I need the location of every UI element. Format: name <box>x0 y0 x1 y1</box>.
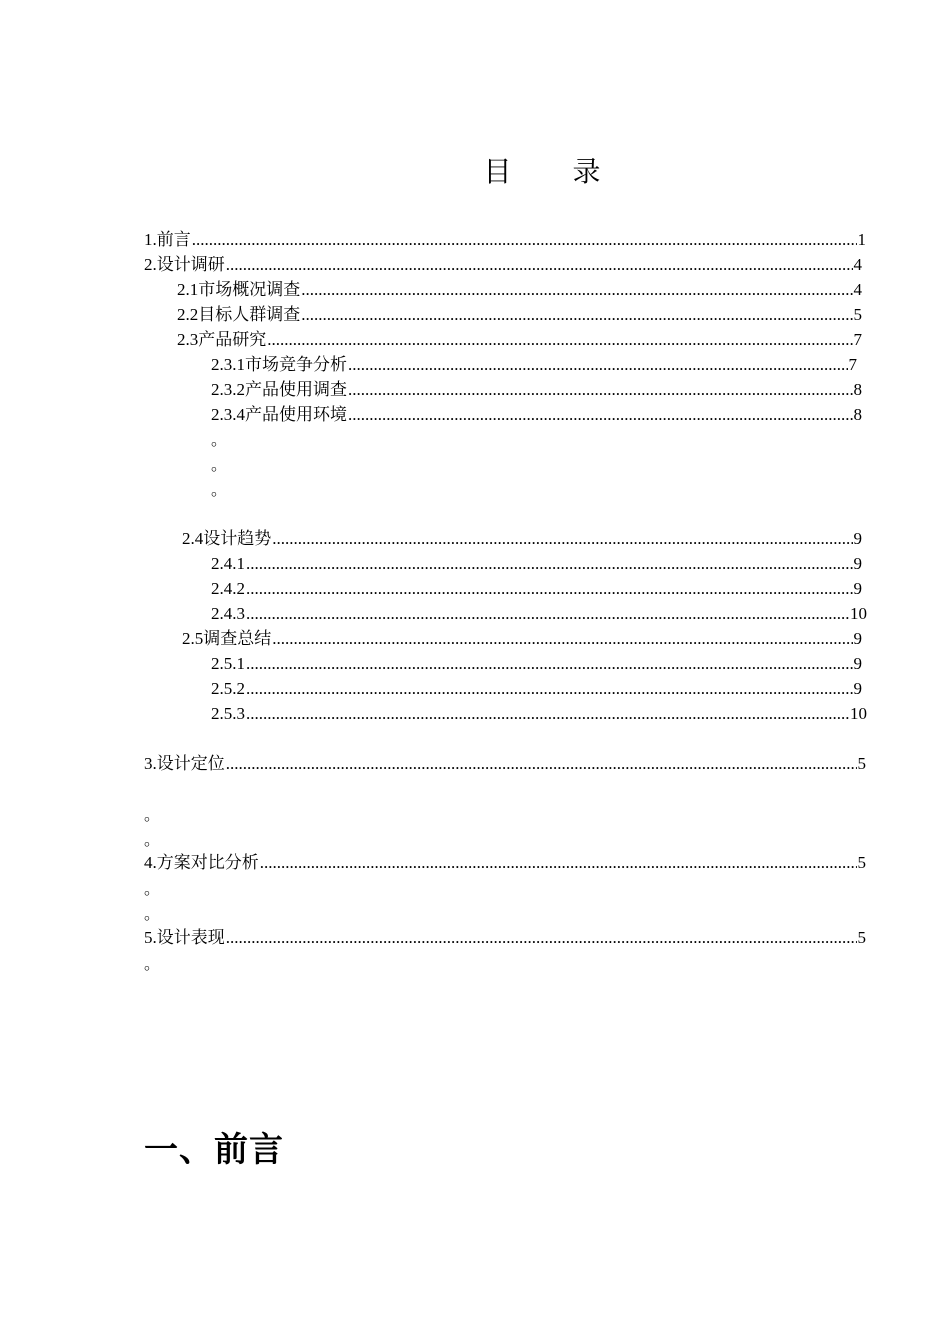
toc-leader-dots <box>301 277 852 302</box>
toc-entry[interactable] <box>144 751 866 776</box>
ellipsis-mark: 。 <box>144 830 161 849</box>
toc-leader-dots <box>226 252 853 277</box>
toc-entry[interactable] <box>182 626 862 651</box>
ellipsis-mark: 。 <box>144 904 161 923</box>
toc-entry[interactable] <box>211 576 862 601</box>
toc-entry-page: 5 <box>857 853 866 872</box>
toc-leader-dots <box>246 676 853 701</box>
toc-entry-label: 2.5调查总结 <box>182 629 272 648</box>
toc-entry-page: 5 <box>853 305 862 324</box>
toc-entry-page: 7 <box>853 330 862 349</box>
toc-leader-dots <box>348 402 853 427</box>
toc-leader-dots <box>272 526 852 551</box>
toc-entry[interactable] <box>144 252 862 277</box>
toc-entry-label: 2.4.3 <box>211 604 245 623</box>
toc-entry-page: 9 <box>853 679 862 698</box>
toc-leader-dots <box>272 626 852 651</box>
toc-entry[interactable] <box>144 925 866 950</box>
toc-entry-page: 9 <box>853 629 862 648</box>
toc-leader-dots <box>267 327 852 352</box>
toc-entry[interactable] <box>144 227 866 252</box>
toc-leader-dots <box>301 302 852 327</box>
toc-entry[interactable] <box>211 352 857 377</box>
section-heading: 一、前言 <box>144 1130 284 1170</box>
toc-entry-label: 2.3.1市场竞争分析 <box>211 355 347 374</box>
toc-entry-page: 9 <box>853 554 862 573</box>
toc-entry-label: 2.1市场概况调查 <box>177 280 301 299</box>
toc-leader-dots <box>226 751 857 776</box>
toc-title: 目 录 <box>483 155 627 188</box>
toc-entry-label: 2.3.4产品使用环境 <box>211 405 347 424</box>
toc-entry-label: 2.设计调研 <box>144 255 225 274</box>
ellipsis-mark: 。 <box>144 805 161 824</box>
toc-leader-dots <box>260 850 857 875</box>
toc-leader-dots <box>246 601 849 626</box>
toc-entry-page: 5 <box>857 928 866 947</box>
toc-leader-dots <box>348 352 848 377</box>
toc-leader-dots <box>348 377 853 402</box>
toc-entry-page: 9 <box>853 654 862 673</box>
toc-entry-page: 9 <box>853 579 862 598</box>
toc-entry-label: 3.设计定位 <box>144 754 225 773</box>
toc-entry-page: 8 <box>853 405 862 424</box>
toc-entry-label: 2.5.1 <box>211 654 245 673</box>
ellipsis-mark: 。 <box>144 954 161 973</box>
toc-entry-page: 5 <box>857 754 866 773</box>
toc-leader-dots <box>246 701 849 726</box>
toc-entry-page: 10 <box>850 704 867 723</box>
ellipsis-mark: 。 <box>211 455 228 474</box>
toc-entry-label: 2.3产品研究 <box>177 330 267 349</box>
toc-entry[interactable] <box>177 302 862 327</box>
toc-entry-label: 2.5.3 <box>211 704 245 723</box>
toc-entry-page: 1 <box>857 230 866 249</box>
toc-leader-dots <box>246 551 853 576</box>
toc-entry[interactable] <box>211 651 862 676</box>
toc-leader-dots <box>192 227 857 252</box>
toc-entry-label: 4.方案对比分析 <box>144 853 259 872</box>
toc-entry-page: 10 <box>850 604 867 623</box>
toc-entry[interactable] <box>211 402 862 427</box>
toc-entry-page: 9 <box>853 529 862 548</box>
toc-entry-label: 2.4.1 <box>211 554 245 573</box>
toc-leader-dots <box>246 576 853 601</box>
toc-entry-label: 5.设计表现 <box>144 928 225 947</box>
toc-entry-label: 1.前言 <box>144 230 191 249</box>
toc-entry-label: 2.4.2 <box>211 579 245 598</box>
toc-entry[interactable] <box>211 676 862 701</box>
toc-leader-dots <box>226 925 857 950</box>
toc-entry[interactable] <box>177 327 862 352</box>
toc-entry[interactable] <box>211 377 862 402</box>
toc-entry-page: 4 <box>853 280 862 299</box>
toc-entry-label: 2.5.2 <box>211 679 245 698</box>
ellipsis-mark: 。 <box>211 430 228 449</box>
toc-entry[interactable] <box>211 701 867 726</box>
toc-entry-page: 4 <box>853 255 862 274</box>
toc-entry[interactable] <box>211 601 867 626</box>
ellipsis-mark: 。 <box>211 480 228 499</box>
toc-entry-label: 2.3.2产品使用调查 <box>211 380 347 399</box>
toc-entry-label: 2.2目标人群调查 <box>177 305 301 324</box>
toc-entry[interactable] <box>211 551 862 576</box>
toc-entry[interactable] <box>177 277 862 302</box>
toc-entry[interactable] <box>182 526 862 551</box>
toc-entry-page: 7 <box>848 355 857 374</box>
toc-entry-label: 2.4设计趋势 <box>182 529 272 548</box>
toc-entry-page: 8 <box>853 380 862 399</box>
toc-leader-dots <box>246 651 853 676</box>
toc-entry[interactable] <box>144 850 866 875</box>
ellipsis-mark: 。 <box>144 879 161 898</box>
